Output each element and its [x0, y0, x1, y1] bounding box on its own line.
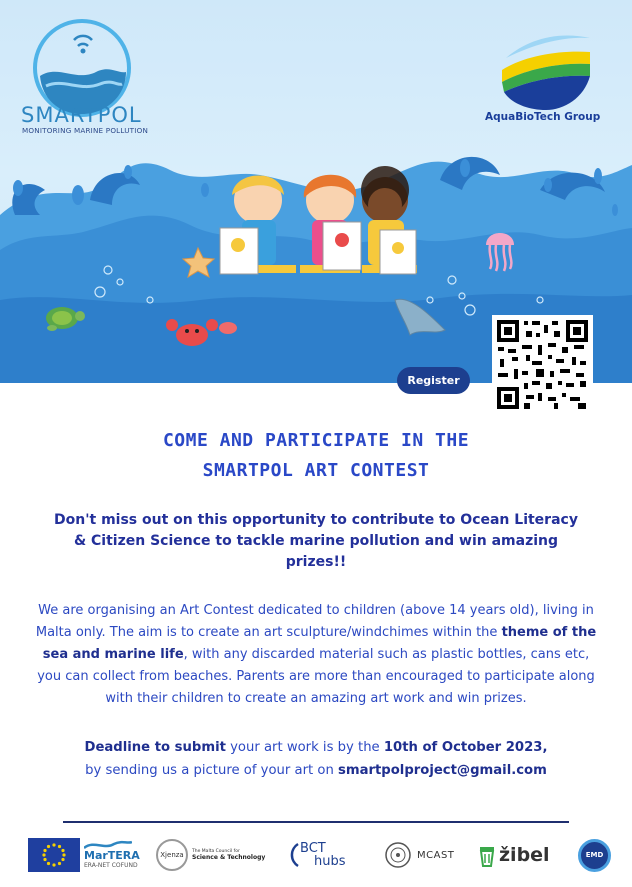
qr-code-icon[interactable] [492, 315, 593, 414]
mcast-name: MCAST [417, 849, 455, 861]
smartpol-brand-name: SMARTPOL [21, 103, 142, 127]
eu-flag-logo [28, 836, 80, 874]
smartpol-tagline: MONITORING MARINE POLLUTION [22, 126, 149, 135]
xjenza-name: Xjenza [160, 851, 184, 859]
aquabiotech-name: AquaBioTech Group [485, 111, 601, 123]
description-part-1: We are organising an Art Contest dedicated to children (above 14 years old), living in Malta only. The aim is to create an art sculpture/windchimes within the [35, 603, 594, 640]
xjenza-sub-2: Science & Technology [192, 854, 266, 861]
martera-sub: ERA-NET COFUND [84, 862, 138, 869]
deadline-date: 10th of October 2023, [383, 740, 548, 755]
contact-email[interactable]: smartpolproject@gmail.com [338, 763, 547, 778]
xjenza-logo [156, 836, 265, 874]
description-part-2: , with any discarded material such as plastic bottles, cans etc, you can collect from beaches. Parents are more than encouraged to participate along with their children to create an amazing art work and win prizes. [37, 647, 595, 706]
register-button[interactable]: Register [397, 367, 470, 394]
trash-bin-icon [478, 843, 496, 867]
contest-subtitle: Don't miss out on this opportunity to contribute to Ocean Literacy & Citizen Science to tackle marine pollution and win amazing prizes!! [54, 512, 578, 570]
title-line-2: SMARTPOL ART CONTEST [202, 460, 430, 481]
partner-logos [0, 836, 632, 876]
deadline-info [30, 736, 602, 782]
emd-name: EMD [585, 851, 604, 859]
zibel-logo [478, 836, 550, 874]
zibel-name: žibel [499, 844, 550, 866]
martera-logo [84, 836, 140, 874]
bct-text: BCT [300, 841, 326, 856]
deadline-text-1: your art work is by the [225, 740, 384, 755]
martera-name: MarTERA [84, 849, 140, 862]
deadline-text-2: by sending us a picture of your art on [85, 763, 338, 778]
deadline-label: Deadline to submit [84, 740, 226, 755]
bct-arc-icon [282, 840, 300, 870]
contest-description [30, 600, 602, 710]
mcast-logo [384, 836, 454, 874]
mcast-crest-icon [384, 841, 412, 869]
bct-hubs-text: hubs [314, 854, 346, 869]
footer-divider [63, 821, 569, 823]
eu-flag-icon [28, 838, 80, 872]
contest-title [0, 426, 632, 486]
description-emphasis: theme of the sea and marine life [42, 625, 597, 662]
bct-hubs-logo [282, 836, 346, 874]
xjenza-sub-1: The Malta Council for [192, 849, 240, 854]
emd-logo [578, 836, 611, 874]
title-line-1: COME AND PARTICIPATE IN THE [162, 430, 470, 451]
aquabiotech-logo-icon [494, 20, 598, 112]
